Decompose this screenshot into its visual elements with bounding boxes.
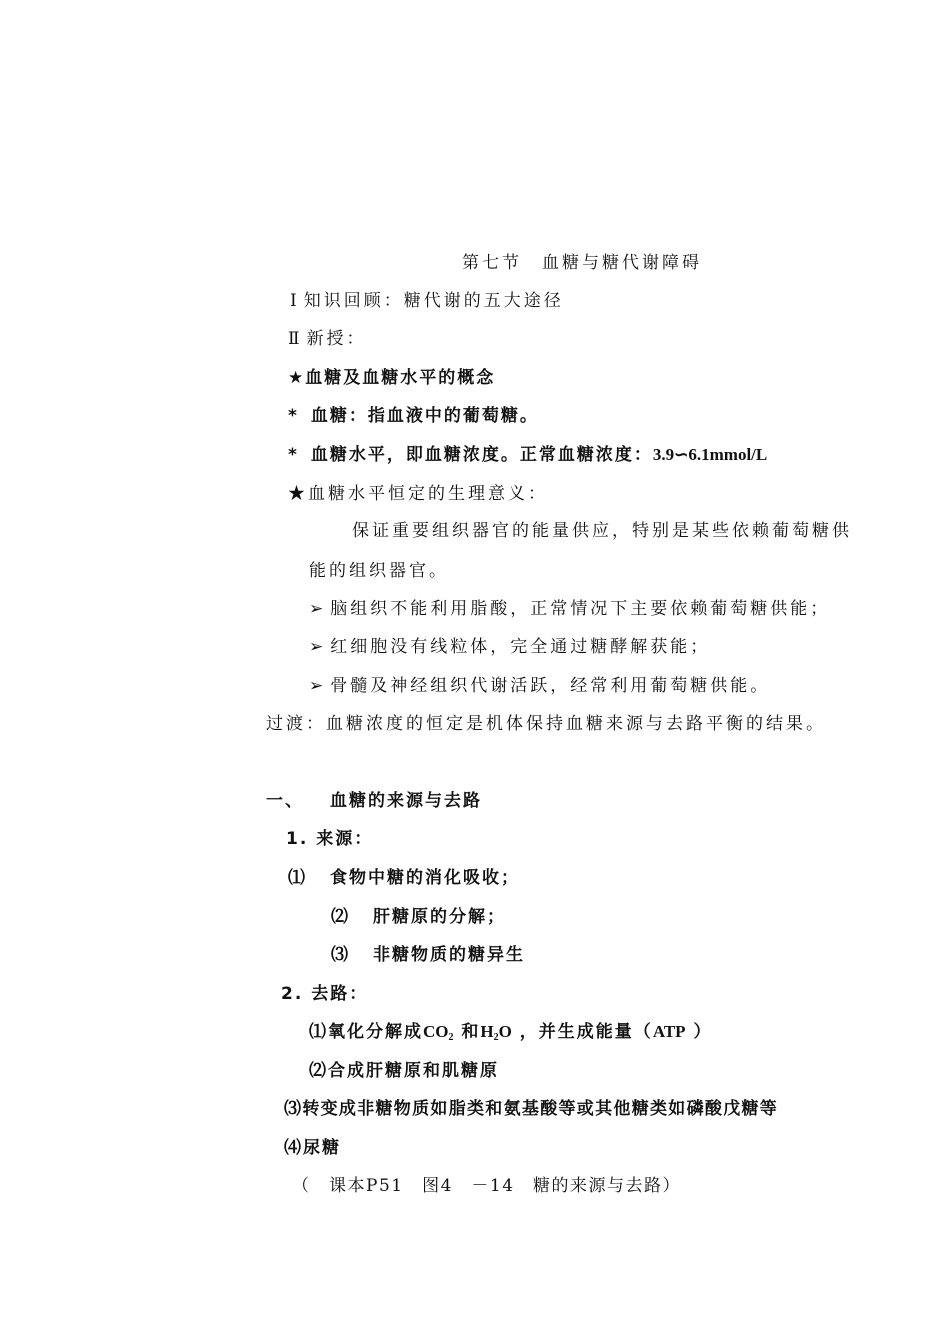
transition-line: 过渡：血糖浓度的恒定是机体保持血糖来源与去路平衡的结果。 xyxy=(266,714,826,734)
item-text: 合成肝糖原和肌糖原 xyxy=(328,1061,499,1081)
concept-heading: ★血糖及血糖水平的概念 xyxy=(288,368,496,388)
source-item xyxy=(331,906,506,928)
bullet-item xyxy=(309,636,710,658)
definition-text: 血糖水平，即血糖浓度。正常血糖浓度： xyxy=(310,445,653,465)
item-text: 尿糖 xyxy=(303,1138,341,1158)
section-number: 一、 xyxy=(266,791,304,811)
formula-h2o: $H_2O$ xyxy=(480,1022,512,1043)
item-marker: ⑵ xyxy=(309,1061,328,1081)
review-text: 知识回顾：糖代谢的五大途径 xyxy=(303,291,564,311)
item-marker: ⑶ xyxy=(331,945,350,965)
destination-heading: 2. 去路： xyxy=(281,984,369,1004)
asterisk-marker: * xyxy=(288,445,299,465)
item-text: 食物中糖的消化吸收； xyxy=(330,868,520,888)
source-heading: 1. 来源： xyxy=(286,829,374,849)
section-title: 第七节 血糖与糖代谢障碍 xyxy=(462,253,702,273)
section-heading-1 xyxy=(266,790,482,812)
arrow-bullet-icon: ➢ xyxy=(309,676,327,696)
formula-co2: $CO_2$ xyxy=(423,1022,454,1043)
item-text: ，并生成能量（ xyxy=(511,1022,653,1042)
roman-numeral-1: Ⅰ xyxy=(290,291,300,311)
definition-text: 血糖：指血液中的葡萄糖。 xyxy=(310,406,539,426)
item-marker: ⑷ xyxy=(284,1138,303,1158)
item-marker: ⑶ xyxy=(284,1099,303,1119)
bullet-text: 骨髓及神经组织代谢活跃，经常利用葡萄糖供能。 xyxy=(330,676,771,696)
paragraph-line-1: 保证重要组织器官的能量供应，特别是某些依赖葡萄糖供 xyxy=(352,521,852,541)
destination-item xyxy=(284,1098,778,1120)
source-item xyxy=(331,944,525,966)
arrow-bullet-icon: ➢ xyxy=(309,599,327,619)
item-text: ） xyxy=(685,1022,713,1042)
bullet-item xyxy=(309,675,770,697)
destination-item xyxy=(309,1060,499,1082)
item-text: 非糖物质的糖异生 xyxy=(373,945,525,965)
arrow-bullet-icon: ➢ xyxy=(309,637,327,657)
figure-caption: （ 课本P51 图4 －14 糖的来源与去路） xyxy=(292,1176,682,1196)
destination-item xyxy=(309,1021,712,1049)
item-marker: ⑴ xyxy=(288,868,307,888)
significance-heading: ★血糖水平恒定的生理意义： xyxy=(288,484,548,504)
paragraph-line-2: 能的组织器官。 xyxy=(309,561,449,581)
item-text: 氧化分解成 xyxy=(328,1022,423,1042)
atp-label: ATP xyxy=(652,1022,686,1041)
item-text: 肝糖原的分解； xyxy=(373,907,506,927)
definition-blood-sugar xyxy=(288,405,539,427)
item-marker: ⑴ xyxy=(309,1022,328,1042)
review-line xyxy=(290,290,564,312)
source-item xyxy=(288,867,520,889)
section-heading-text: 血糖的来源与去路 xyxy=(330,791,482,811)
definition-blood-sugar-level xyxy=(288,444,767,466)
new-lesson-text: 新授： xyxy=(306,329,367,349)
bullet-text: 脑组织不能利用脂酸，正常情况下主要依赖葡萄糖供能； xyxy=(330,599,831,619)
roman-numeral-2: Ⅱ xyxy=(288,329,303,349)
new-lesson-line xyxy=(288,328,367,350)
item-marker: ⑵ xyxy=(331,907,350,927)
bullet-text: 红细胞没有线粒体，完全通过糖酵解获能； xyxy=(330,637,711,657)
item-text: 转变成非糖物质如脂类和氨基酸等或其他糖类如磷酸戊糖等 xyxy=(302,1099,779,1119)
normal-range-value: 3.9∽6.1mmol/L xyxy=(652,445,768,464)
asterisk-marker: * xyxy=(288,406,299,426)
item-text: 和 xyxy=(453,1022,481,1042)
destination-item xyxy=(284,1137,341,1159)
bullet-item xyxy=(309,598,830,620)
